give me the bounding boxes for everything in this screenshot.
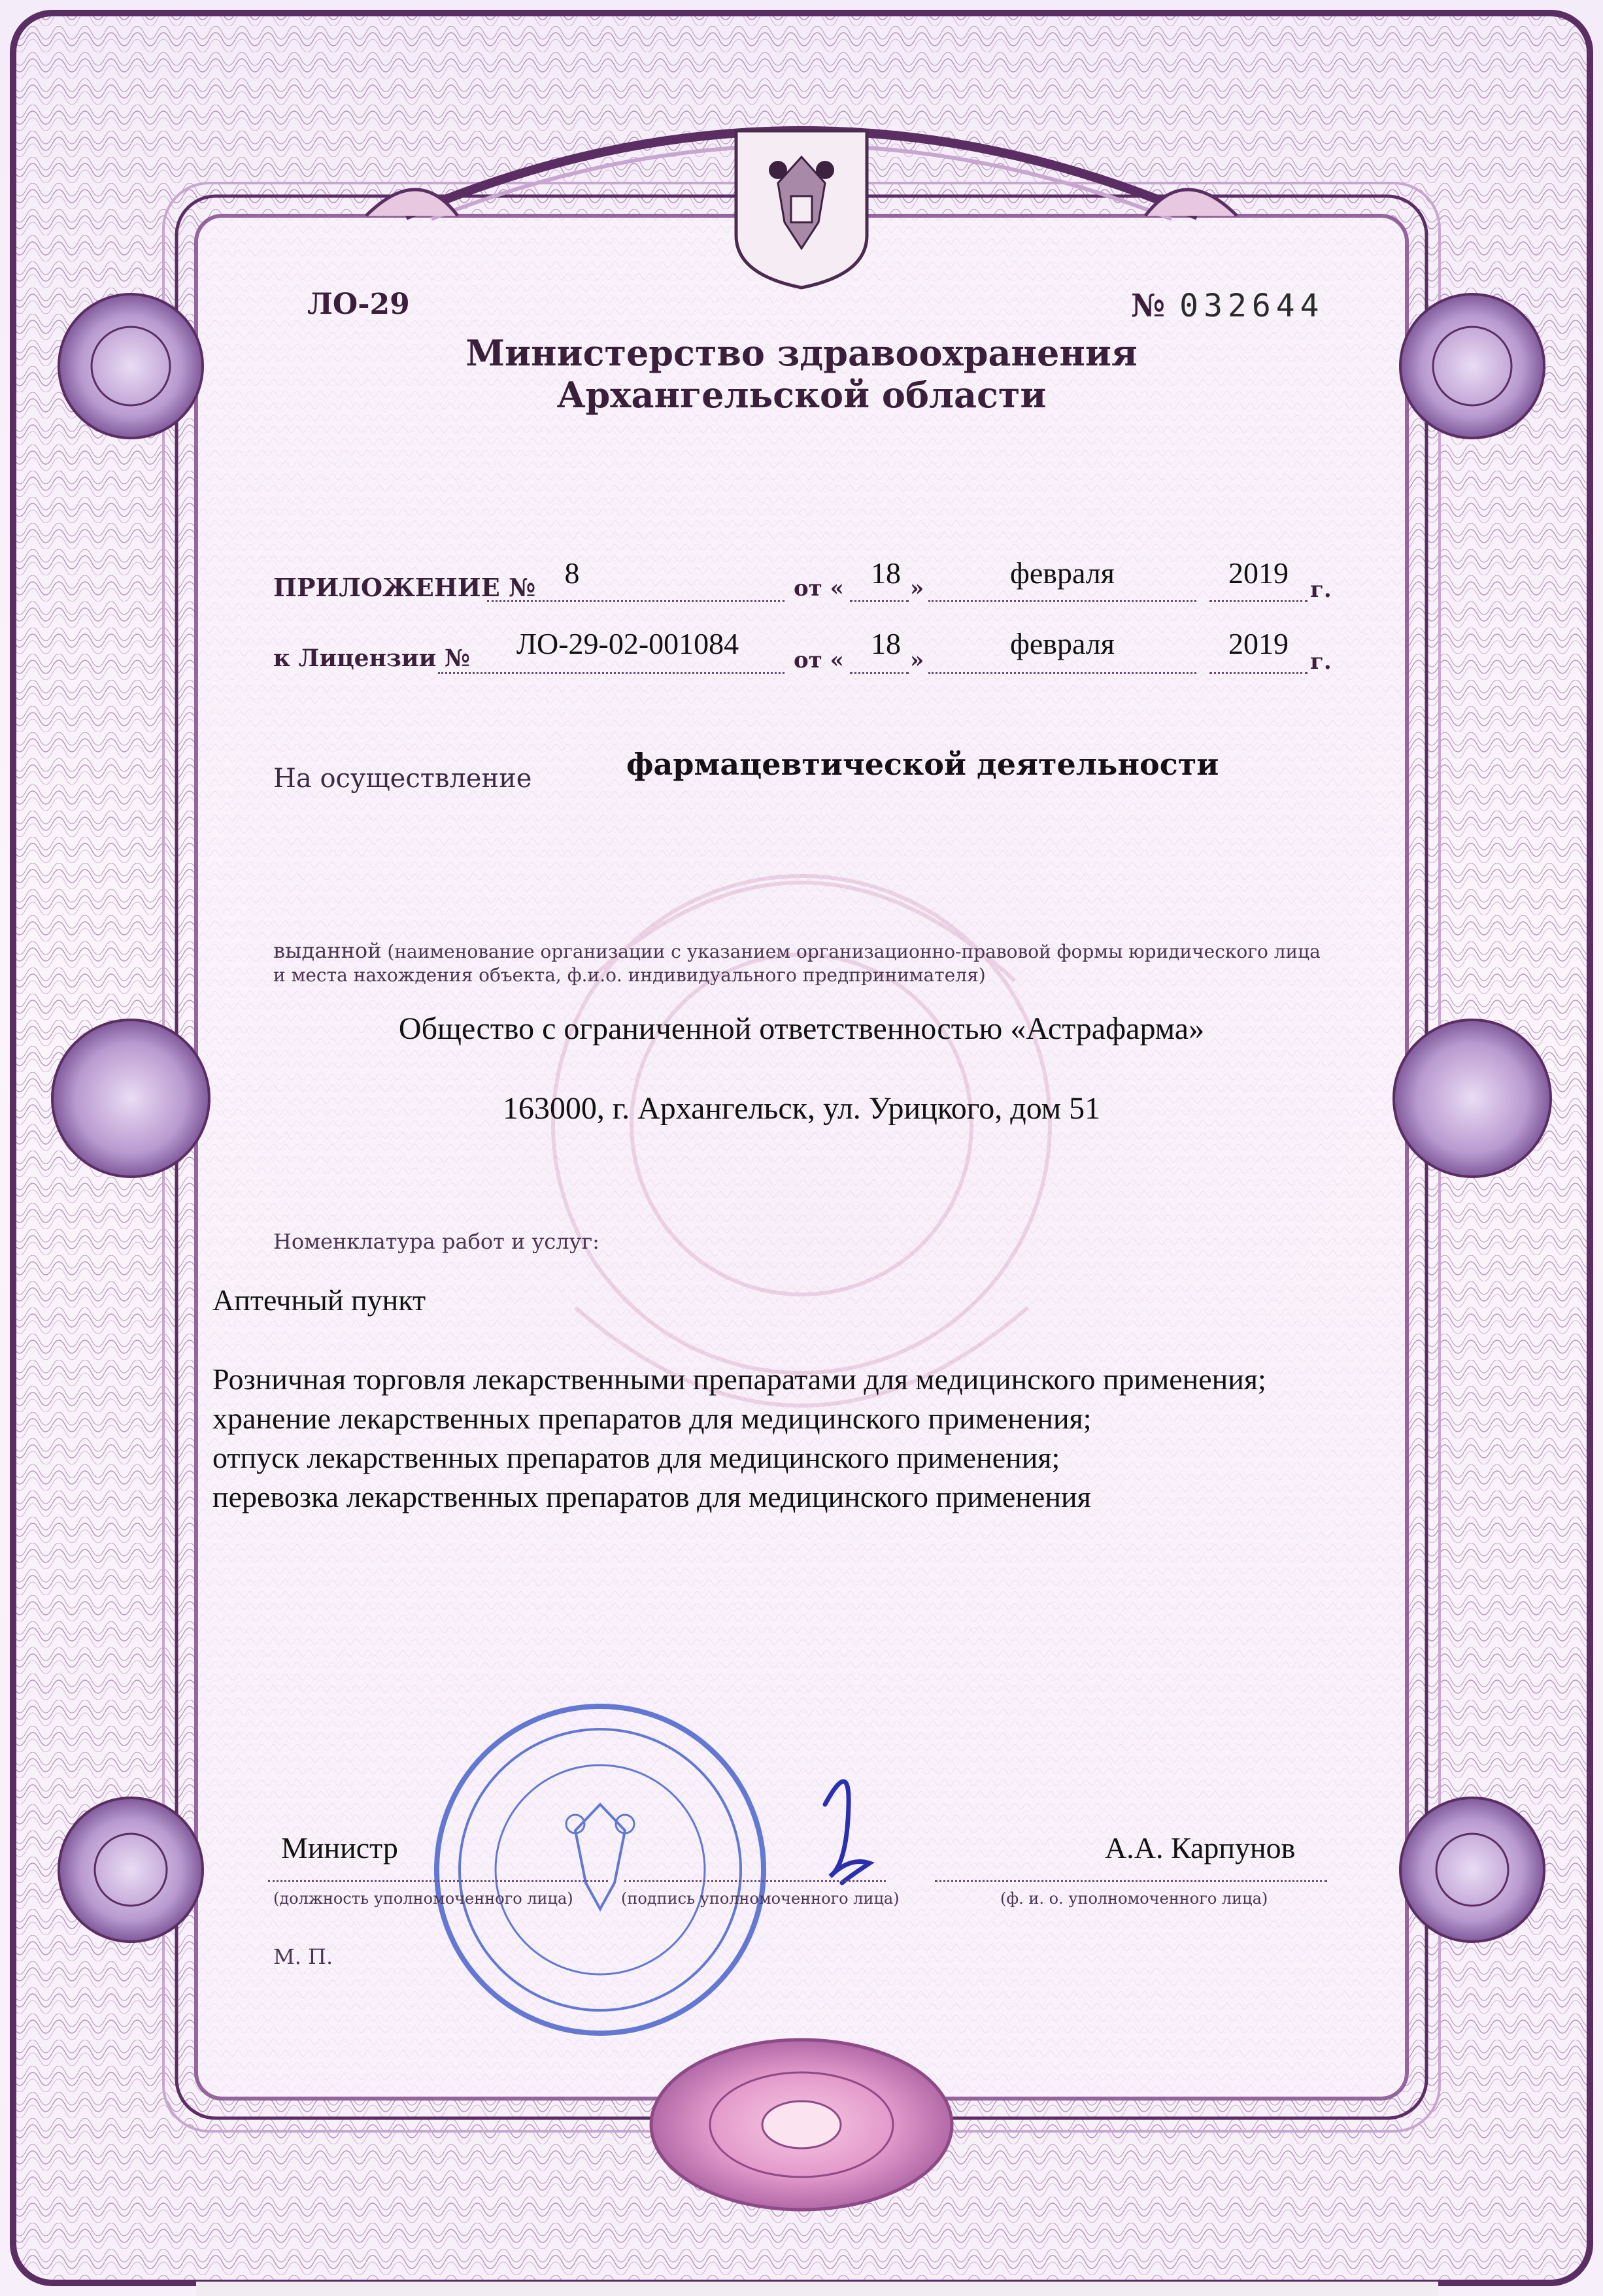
issued-hint: (наименование организации с указанием организационно-правовой формы юридического лица и места нахождения объекта, ф.и.о. индивидуального предпринимателя) xyxy=(273,941,1321,986)
service-item: хранение лекарственных препаратов для медицинского применения; xyxy=(212,1402,1092,1435)
number-sign: № xyxy=(1131,288,1166,324)
license-year: 2019 xyxy=(1228,627,1289,660)
blank-number-value: 032644 xyxy=(1179,288,1325,324)
service-item: отпуск лекарственных препаратов для медицинского применения; xyxy=(212,1441,1060,1474)
appendix-year-suffix: г. xyxy=(1310,577,1332,603)
appendix-month: февраля xyxy=(1010,556,1115,590)
license-label: к Лицензии № xyxy=(273,645,470,672)
appendix-number: 8 xyxy=(564,556,580,590)
license-number: ЛО-29-02-001084 xyxy=(516,627,739,660)
nomenclature-label: Номенклатура работ и услуг: xyxy=(273,1229,599,1254)
name-hint: (ф. и. о. уполномоченного лица) xyxy=(1000,1889,1268,1908)
license-day: 18 xyxy=(871,627,901,660)
service-item: перевозка лекарственных препаратов для медицинского применения xyxy=(212,1480,1091,1513)
signatory-name: А.А. Карпунов xyxy=(1105,1831,1296,1865)
issued-block xyxy=(273,939,1332,987)
license-year-suffix: г. xyxy=(1310,649,1332,675)
blank-number xyxy=(1131,288,1325,324)
issued-label: выданной xyxy=(273,938,382,963)
ministry-title xyxy=(392,332,1211,416)
nomenclature-place: Аптечный пункт xyxy=(212,1283,426,1317)
seal-place-label: М. П. xyxy=(273,1944,333,1969)
appendix-label: ПРИЛОЖЕНИЕ № xyxy=(273,573,536,602)
appendix-day: 18 xyxy=(871,556,901,590)
services-list xyxy=(212,1360,1389,1517)
appendix-from-close: » xyxy=(910,575,924,601)
license-from-label: от « xyxy=(794,647,844,673)
series-code: ЛО-29 xyxy=(307,288,410,321)
ministry-line-2: Архангельской области xyxy=(556,374,1047,416)
service-item: Розничная торговля лекарственными препаратами для медицинского применения; xyxy=(212,1362,1266,1396)
activity-label: На осуществление xyxy=(273,764,532,794)
activity-value: фармацевтической деятельности xyxy=(626,747,1219,782)
signatory-position: Министр xyxy=(281,1831,398,1865)
license-month: февраля xyxy=(1010,627,1115,660)
signature-hint: (подпись уполномоченного лица) xyxy=(621,1889,900,1908)
position-hint: (должность уполномоченного лица) xyxy=(273,1889,573,1908)
ministry-line-1: Министерство здравоохранения xyxy=(465,332,1138,374)
organization-name: Общество с ограниченной ответственностью «Астрафарма» xyxy=(398,1011,1205,1046)
organization-address: 163000, г. Архангельск, ул. Урицкого, дом 51 xyxy=(502,1091,1101,1126)
appendix-from-label: от « xyxy=(794,575,844,601)
appendix-year: 2019 xyxy=(1228,556,1289,590)
license-from-close: » xyxy=(910,647,924,673)
